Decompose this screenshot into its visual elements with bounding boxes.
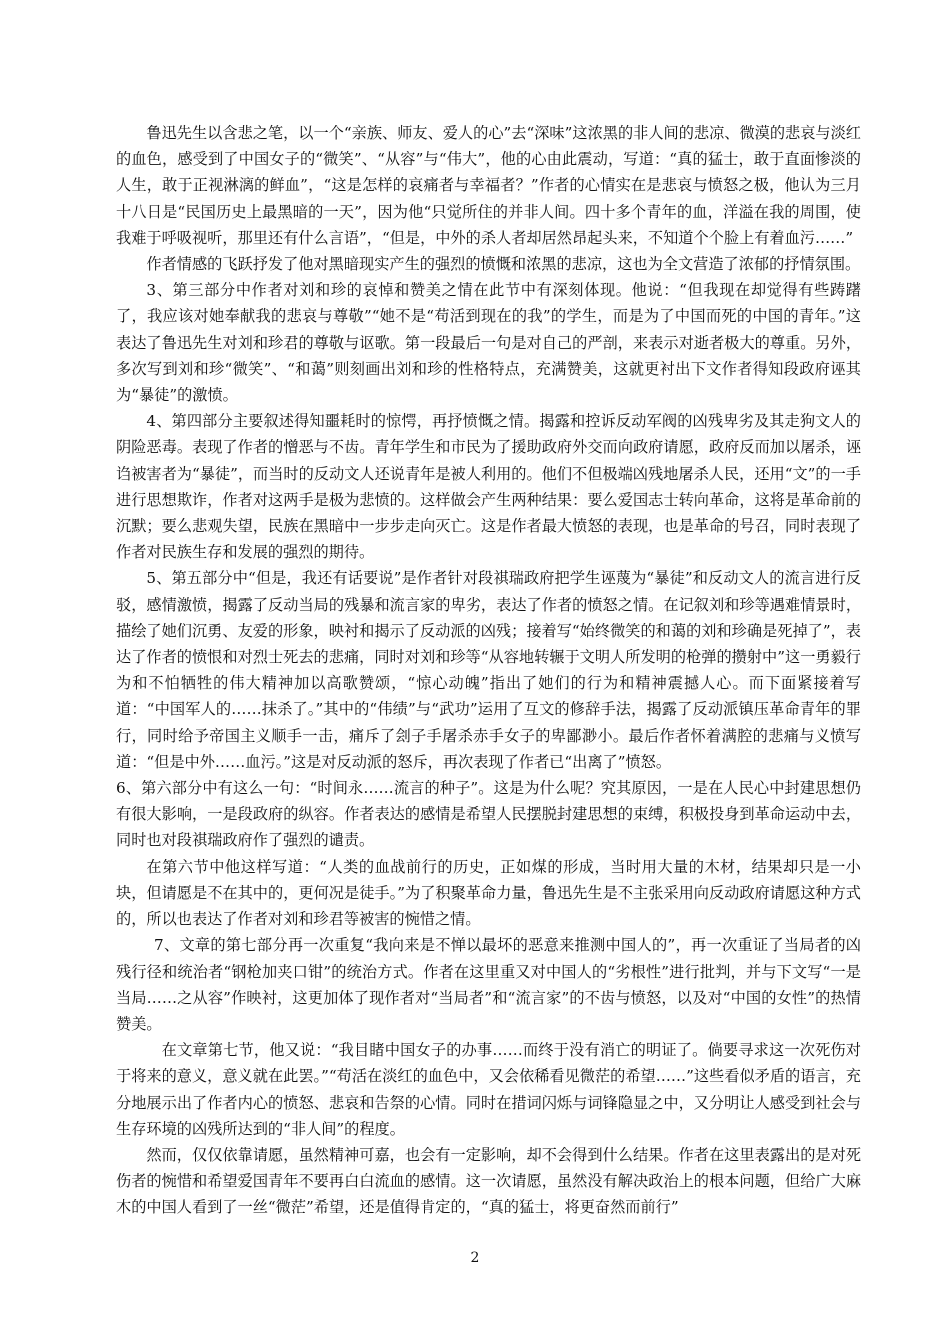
- paragraph-summary: 作者情感的飞跃抒发了他对黑暗现实产生的强烈的愤慨和浓黑的悲凉，这也为全文营造了浓郁的抒情氛围。: [146, 255, 861, 274]
- paragraph-section-6: 在第六节中他这样写道：“人类的血战前行的历史，正如煤的形成，当时用大量的木材，结果却只是一小块，但请愿是不在其中的，更何况是徒手。”为了积聚革命力量，鲁迅先生是不主张采用向反动政府请愿这种方式的，所以也表达了作者对刘和珍君等被害的惋惜之情。: [116, 857, 861, 929]
- paragraph-intro: 鲁迅先生以含悲之笔，以一个“亲族、师友、爱人的心”去“深味”这浓黑的非人间的悲凉、微漠的悲哀与淡红的血色，感受到了中国女子的“微笑”、“从容”与“伟大”，他的心由此震动，写道：“真的猛士，敢于直面惨淡的人生，敢于正视淋漓的鲜血”，“这是怎样的哀痛者与幸福者？”作者的心情实在是悲哀与愤怒之极，他认为三月十八日是“民国历史上最黑暗的一天”，因为他“只觉所住的并非人间。四十多个青年的血，洋溢在我的周围，使我难于呼吸视听，那里还有什么言语”，“但是，中外的杀人者却居然昂起头来，不知道个个脸上有着血污……”: [116, 124, 861, 247]
- paragraph-part-7: 7、文章的第七部分再一次重复“我向来是不惮以最坏的恶意来推测中国人的”，再一次重证了当局者的凶残行径和统治者“钢枪加夹口钳”的统治方式。作者在这里重又对中国人的“劣根性”进行批判，并与下文写“一是当局……之从容”作映衬，这更加体了现作者对“当局者”和“流言家”的不齿与愤怒，以及对“中国的女性”的热情赞美。: [116, 936, 861, 1033]
- paragraph-section-7: 在文章第七节，他又说：“我目睹中国女子的办事……而终于没有消亡的明证了。倘要寻求这一次死伤对于将来的意义，意义就在此罢。”“苟活在淡红的血色中，又会依稀看见微茫的希望……”这些看似矛盾的语言，充分地展示出了作者内心的愤怒、悲哀和告祭的心情。同时在措词闪烁与词锋隐显之中，又分明让人感受到社会与生存环境的凶残所达到的“非人间”的程度。: [116, 1041, 861, 1138]
- paragraph-part-5: 5、第五部分中“但是，我还有话要说”是作者针对段祺瑞政府把学生诬蔑为“暴徒”和反动文人的流言进行反驳，感情激愤，揭露了反动当局的残暴和流言家的卑劣，表达了作者的愤怒之情。在记叙刘和珍等遇难情景时，描绘了她们沉勇、友爱的形象，映衬和揭示了反动派的凶残；接着写“始终微笑的和蔼的刘和珍确是死掉了”，表达了作者的愤恨和对烈士死去的悲痛，同时对刘和珍等“从容地转辗于文明人所发明的枪弹的攒射中”这一勇毅行为和不怕牺牲的伟大精神加以高歌赞颂，“惊心动魄”指出了她们的行为和精神震撼人心。而下面紧接着写道：“中国军人的……抹杀了。”其中的“伟绩”与“武功”运用了互文的修辞手法，揭露了反动派镇压革命青年的罪行，同时给予帝国主义顺手一击，痛斥了刽子手屠杀赤手女子的卑鄙渺小。最后作者怀着满腔的悲痛与义愤写道：“但是中外……血污。”这是对反动派的怒斥，再次表现了作者已“出离了”愤怒。: [116, 569, 861, 771]
- paragraph-part-3: 3、第三部分中作者对刘和珍的哀悼和赞美之情在此节中有深刻体现。他说：“但我现在却觉得有些踌躇了，我应该对她奉献我的悲哀与尊敬”“她不是“苟活到现在的我”的学生，而是为了中国而死的中国的青年。”这表达了鲁迅先生对刘和珍君的尊敬与讴歌。第一段最后一句是对自己的严剖，来表示对逝者极大的尊重。另外，多次写到刘和珍“微笑”、“和蔼”则刻画出刘和珍的性格特点，充满赞美，这就更衬出下文作者得知段政府诬其为“暴徒”的激愤。: [116, 281, 861, 405]
- paragraph-part-6: 6、第六部分中有这么一句：“时间永……流言的种子”。这是为什么呢？究其原因，一是在人民心中封建思想仍有很大影响，一是段政府的纵容。作者表达的感情是希望人民摆脱封建思想的束缚，积极投身到革命运动中去，同时也对段祺瑞政府作了强烈的谴责。: [116, 779, 861, 850]
- paragraph-part-4: 4、第四部分主要叙述得知噩耗时的惊愕，再抒愤慨之情。揭露和控诉反动军阀的凶残卑劣及其走狗文人的阴险恶毒。表现了作者的憎恶与不齿。青年学生和市民为了援助政府外交而向政府请愿，政府反而加以屠杀，诬诌被害者为“暴徒”，而当时的反动文人还说青年是被人利用的。他们不但极端凶残地屠杀人民，还用“文”的一手进行思想欺诈，作者对这两手是极为悲愤的。这样做会产生两种结果：要么爱国志士转向革命，这将是革命前的沉默；要么悲观失望，民族在黑暗中一步步走向灭亡。这是作者最大愤怒的表现，也是革命的号召，同时表现了作者对民族生存和发展的强烈的期待。: [116, 412, 861, 562]
- body-text: [116, 120, 861, 1221]
- page-number: 2: [470, 1250, 480, 1266]
- paragraph-conclusion: 然而，仅仅依靠请愿，虽然精神可嘉，也会有一定影响，却不会得到什么结果。作者在这里表露出的是对死伤者的惋惜和希望爱国青年不要再白白流血的感情。这一次请愿，虽然没有解决政治上的根本问题，但给广大麻木的中国人看到了一丝“微茫”希望，还是值得肯定的，“真的猛士，将更奋然而前行”: [116, 1145, 861, 1217]
